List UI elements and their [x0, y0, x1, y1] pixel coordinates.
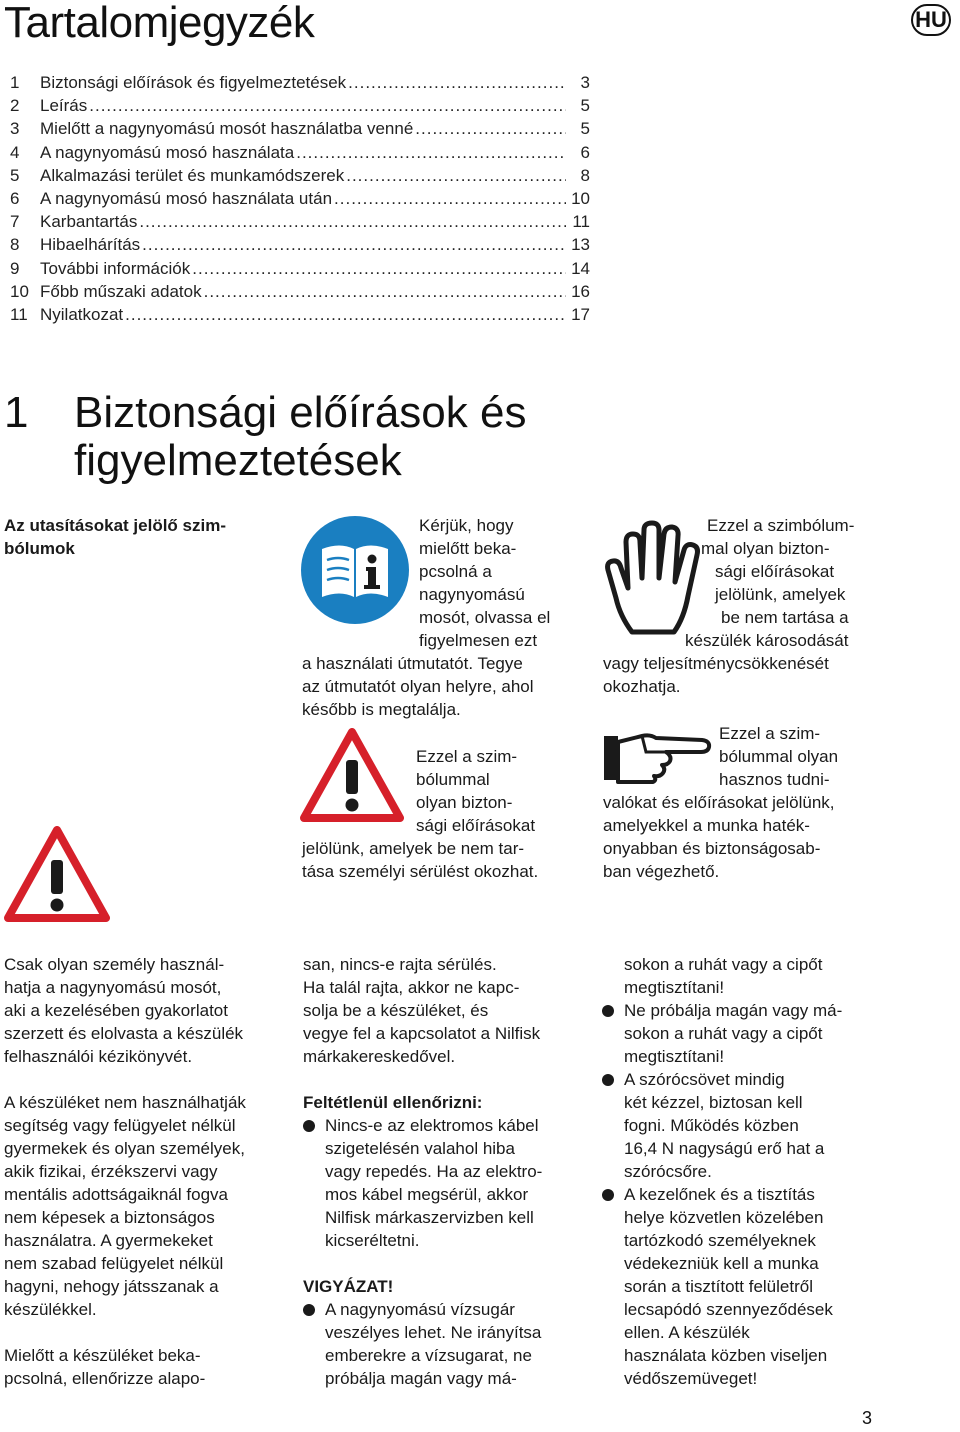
text-line: felhasználói kézikönyvét.	[4, 1047, 193, 1066]
pointer-text-wrapped	[603, 722, 903, 791]
table-of-contents	[10, 71, 590, 326]
text-line: Ezzel a szim-	[416, 747, 518, 766]
text-line: tása személyi sérülést okozhat.	[302, 862, 539, 881]
toc-number: 6	[10, 188, 20, 208]
toc-page: 10	[571, 188, 590, 208]
paragraph	[303, 953, 593, 1068]
text-line: veszélyes lehet. Ne irányítsa	[325, 1323, 542, 1342]
toc-page: 16	[571, 281, 590, 301]
safety-list	[602, 999, 892, 1390]
toc-number: 11	[10, 304, 28, 324]
toc-entry[interactable]	[10, 303, 590, 326]
toc-entry[interactable]	[10, 257, 590, 280]
text-line: onyabban és biztonságosab-	[603, 839, 821, 858]
list-item	[602, 999, 892, 1068]
section-heading	[4, 389, 526, 485]
text-line: akik fizikai, érzékszervi vagy	[4, 1162, 218, 1181]
toc-entry[interactable]	[10, 117, 590, 140]
text-line: 16,4 N nagyságú erő hat a	[624, 1139, 825, 1158]
toc-leader	[415, 117, 566, 140]
toc-page: 13	[571, 235, 590, 255]
toc-label: Alkalmazási terület és munkamódszerek	[40, 165, 345, 185]
text-line: okozhatja.	[603, 677, 681, 696]
text-line: Mielőtt a készüléket beka-	[4, 1346, 201, 1365]
text-line: szerzett és elolvasta a készülék	[4, 1024, 244, 1043]
text-line: A nagynyomású vízsugár	[325, 1300, 515, 1319]
text-line: készülék károsodását	[685, 631, 849, 650]
text-line: aki a kezelésében gyakorlatot	[4, 1001, 228, 1020]
hand-text-wrapped	[603, 514, 903, 652]
toc-leader	[192, 257, 566, 280]
text-line: sági előírásokat	[416, 816, 536, 835]
text-line: ellen. A készülék	[624, 1323, 750, 1342]
text-line: később is megtalálja.	[302, 700, 461, 719]
toc-page: 3	[580, 73, 590, 92]
page-number: 3	[862, 1408, 873, 1428]
list-item	[602, 1183, 892, 1390]
text-line: figyelmesen ezt	[419, 631, 538, 650]
language-badge: HU	[911, 4, 951, 36]
toc-entry[interactable]	[10, 280, 590, 303]
toc-number: 1	[10, 73, 20, 92]
list-item	[303, 1298, 593, 1390]
body-column-3	[602, 953, 892, 1390]
text-line: A kezelőnek és a tisztítás	[624, 1185, 815, 1204]
text-line: Ezzel a szimbólum-	[707, 516, 855, 535]
warning-instruction-text	[302, 745, 592, 883]
toc-label: Leírás	[40, 96, 88, 116]
toc-label: Karbantartás	[40, 212, 138, 232]
info-instruction-text	[302, 514, 592, 721]
text-line: Nincs-e az elektromos kábel	[325, 1116, 539, 1135]
section-title-line: Biztonsági előírások és	[74, 388, 527, 437]
toc-label: Nyilatkozat	[40, 304, 124, 324]
list-item	[303, 1114, 593, 1252]
toc-number: 7	[10, 212, 20, 232]
text-line: két kézzel, biztosan kell	[624, 1093, 803, 1112]
text-line: A készüléket nem használhatják	[4, 1093, 246, 1112]
text-line: emberekre a vízsugarat, ne	[325, 1346, 532, 1365]
text-line: amelyekkel a munka haték-	[603, 816, 810, 835]
text-line: nagynyomású	[419, 585, 525, 604]
text-line: az útmutatót olyan helyre, ahol	[302, 677, 534, 696]
text-line: mos kábel megsérül, akkor	[325, 1185, 529, 1204]
text-line: hasznos tudni-	[719, 770, 830, 789]
text-line: hatja a nagynyomású mosót,	[4, 978, 222, 997]
toc-page: 5	[580, 96, 590, 116]
text-line: mosót, olvassa el	[419, 608, 551, 627]
text-line: mentális adottságaiknál fogva	[4, 1185, 228, 1204]
toc-page: 14	[571, 258, 590, 278]
toc-entry[interactable]	[10, 94, 590, 117]
toc-leader	[346, 164, 566, 187]
text-line: nem képesek a biztonságos	[4, 1208, 215, 1227]
text-line: lecsapódó szennyeződések	[624, 1300, 833, 1319]
toc-leader	[142, 233, 566, 256]
text-line: segítség vagy felügyelet nélkül	[4, 1116, 236, 1135]
info-text-wrapped	[302, 514, 592, 652]
caution-heading: VIGYÁZAT!	[303, 1277, 394, 1296]
paragraph	[4, 1344, 284, 1390]
text-line: vagy teljesítménycsökkenését	[603, 654, 829, 673]
text-line: pcsolná a	[419, 562, 492, 581]
text-line: Kérjük, hogy	[419, 516, 514, 535]
toc-leader	[296, 141, 566, 164]
text-line: bólummal olyan	[719, 747, 839, 766]
text-line: olyan bizton-	[416, 793, 513, 812]
body-column-2	[303, 953, 593, 1390]
text-line: jelölünk, amelyek be nem tar-	[302, 839, 525, 858]
text-line: Ezzel a szim-	[719, 724, 821, 743]
warning-text-wrapped	[302, 745, 592, 837]
text-line: be nem tartása a	[721, 608, 849, 627]
toc-number: 8	[10, 235, 20, 255]
toc-leader	[334, 187, 566, 210]
toc-leader	[348, 71, 566, 94]
text-line: vagy repedés. Ha az elektro-	[325, 1162, 543, 1181]
text-line: Ne próbálja magán vagy má-	[624, 1001, 843, 1020]
text-line: mal olyan bizton-	[701, 539, 830, 558]
toc-leader	[89, 94, 566, 117]
toc-entry[interactable]	[10, 210, 590, 233]
text-line: ban végezhető.	[603, 862, 720, 881]
body-column-1	[4, 953, 284, 1390]
section-title-line: figyelmeztetések	[74, 436, 402, 485]
toc-label: Biztonsági előírások és figyelmeztetések	[40, 73, 347, 92]
text-line: jelölünk, amelyek	[715, 585, 846, 604]
text-line: valókat és előírásokat jelölünk,	[603, 793, 835, 812]
section-title-text	[74, 389, 526, 485]
toc-leader	[125, 303, 566, 326]
text-line: szórócsőre.	[624, 1162, 712, 1181]
useful-info-text	[603, 722, 903, 883]
text-line: fogni. Működés közben	[624, 1116, 799, 1135]
damage-warning-text	[603, 514, 903, 698]
text-line: solja be a készüléket, és	[303, 1001, 489, 1020]
text-line: Nilfisk márkaszervizben kell	[325, 1208, 534, 1227]
text-line: helye közvetlen közelében	[624, 1208, 824, 1227]
toc-leader	[139, 210, 566, 233]
heading-line: bólumok	[4, 539, 75, 558]
toc-label: A nagynyomású mosó használata	[40, 142, 295, 162]
toc-entry[interactable]	[10, 141, 590, 164]
continued-list-item	[602, 953, 892, 999]
toc-label: Főbb műszaki adatok	[40, 281, 202, 301]
toc-entry[interactable]	[10, 233, 590, 256]
toc-number: 5	[10, 165, 20, 185]
text-line: pcsolná, ellenőrizze alapo-	[4, 1369, 206, 1388]
toc-page: 11	[572, 212, 590, 232]
toc-page: 6	[580, 142, 590, 162]
toc-label: További információk	[40, 258, 191, 278]
text-line: san, nincs-e rajta sérülés.	[303, 955, 497, 974]
text-line: védőszemüveget!	[624, 1369, 758, 1388]
text-line: szigetelésén valahol hiba	[325, 1139, 515, 1158]
text-line: mielőtt beka-	[419, 539, 517, 558]
text-line: gyermekek és olyan személyek,	[4, 1139, 245, 1158]
toc-leader	[204, 280, 566, 303]
warning-triangle-icon	[4, 826, 110, 922]
toc-label: A nagynyomású mosó használata után	[40, 188, 333, 208]
toc-number: 10	[10, 281, 29, 301]
toc-entry[interactable]	[10, 164, 590, 187]
text-line: sokon a ruhát vagy a cipőt	[624, 955, 823, 974]
paragraph	[4, 1091, 284, 1321]
toc-entry[interactable]	[10, 71, 590, 94]
text-line: kicseréltetni.	[325, 1231, 420, 1250]
text-line: használatra. A gyermekeket	[4, 1231, 213, 1250]
text-line: használata közben viseljen	[624, 1346, 828, 1365]
toc-label: Hibaelhárítás	[40, 235, 141, 255]
paragraph	[4, 953, 284, 1068]
toc-number: 9	[10, 258, 20, 278]
text-line: vegye fel a kapcsolatot a Nilfisk	[303, 1024, 541, 1043]
toc-number: 4	[10, 142, 20, 162]
caution-list	[303, 1298, 593, 1390]
text-line: készülékkel.	[4, 1300, 97, 1319]
toc-number: 3	[10, 119, 20, 139]
text-line: nem szabad felügyelet nélkül	[4, 1254, 224, 1273]
list-item	[602, 1068, 892, 1183]
check-list	[303, 1114, 593, 1252]
toc-number: 2	[10, 96, 20, 116]
toc-page: 5	[580, 119, 590, 139]
toc-page: 8	[580, 165, 590, 185]
text-line: megtisztítani!	[624, 978, 725, 997]
text-line: próbálja magán vagy má-	[325, 1369, 517, 1388]
section-number: 1	[4, 388, 29, 437]
text-line: márkakereskedővel.	[303, 1047, 456, 1066]
text-line: sokon a ruhát vagy a cipőt	[624, 1024, 823, 1043]
text-line: tartózkodó személyeknek	[624, 1231, 816, 1250]
text-line: Csak olyan személy használ-	[4, 955, 225, 974]
page-title: Tartalomjegyzék	[4, 0, 315, 47]
text-line: megtisztítani!	[624, 1047, 725, 1066]
text-line: Ha talál rajta, akkor ne kapc-	[303, 978, 520, 997]
text-line: A szórócsövet mindig	[624, 1070, 785, 1089]
text-line: a használati útmutatót. Tegye	[302, 654, 523, 673]
symbols-heading	[4, 514, 274, 560]
toc-page: 17	[571, 304, 590, 324]
text-line: hagyni, nehogy játsszanak a	[4, 1277, 219, 1296]
text-line: védekezniük kell a munka	[624, 1254, 819, 1273]
toc-label: Mielőtt a nagynyomású mosót használatba venné	[40, 119, 414, 139]
heading-line: Az utasításokat jelölő szim-	[4, 516, 226, 535]
text-line: sági előírásokat	[715, 562, 835, 581]
toc-entry[interactable]	[10, 187, 590, 210]
check-heading: Feltétlenül ellenőrizni:	[303, 1093, 483, 1112]
text-line: során a tisztított felületről	[624, 1277, 813, 1296]
text-line: bólummal	[416, 770, 490, 789]
